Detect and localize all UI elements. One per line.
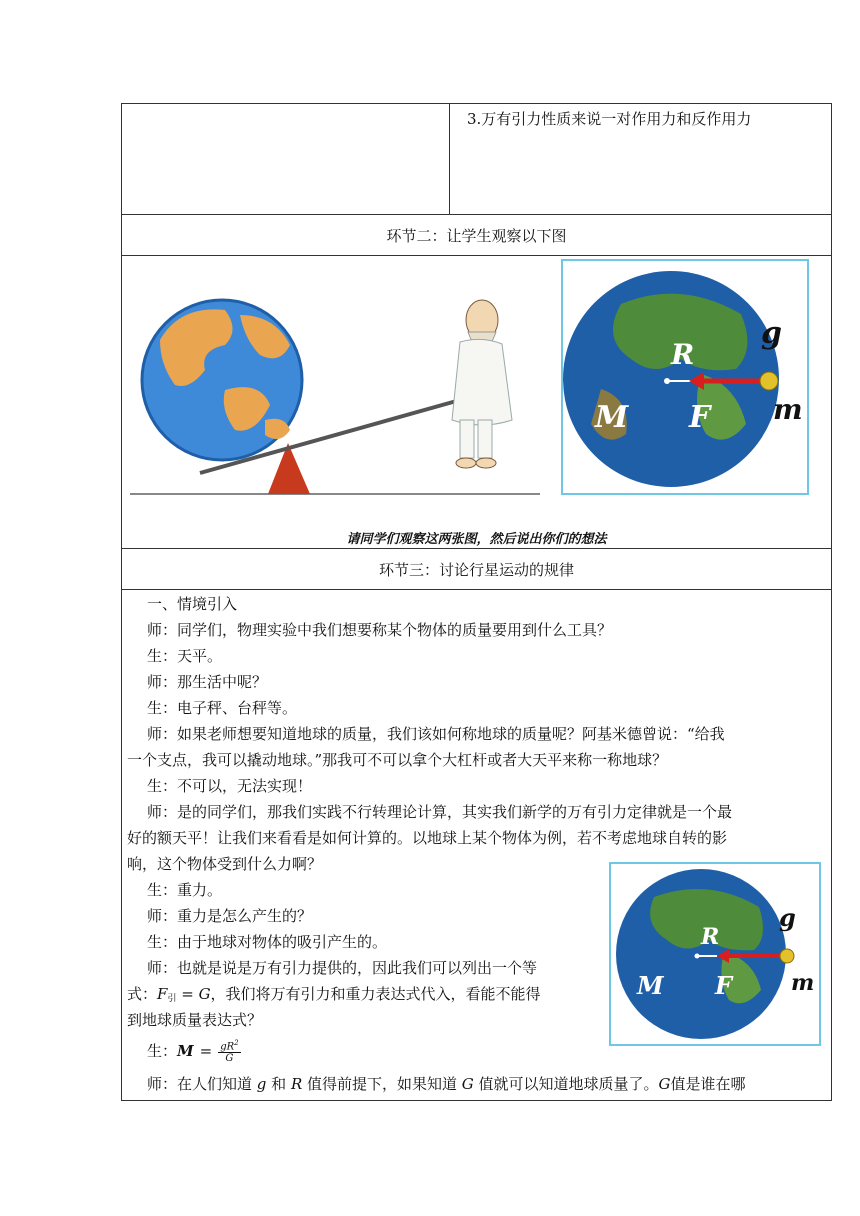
text-line: 生：由于地球对物体的吸引产生的。 [147, 933, 388, 951]
text-line: 响，这个物体受到什么力啊？ [127, 855, 323, 873]
gravity-g-label: g [779, 903, 796, 932]
mass-formula: 生： M = $\frac{gR^2}{G}$ [147, 1039, 239, 1065]
text-line: 一个支点，我可以撬动地球。”那我可不可以拿个大杠杆或者大天平来称一称地球？ [127, 751, 668, 769]
figure-caption: 请同学们观察这两张图，然后说出你们的想法 [346, 532, 607, 547]
radius-label: R [701, 924, 720, 950]
mass-M-label: M [595, 400, 629, 435]
text-line: 师：那生活中呢？ [147, 673, 268, 691]
section3-body [122, 590, 831, 1100]
text-line: 师：如果老师想要知道地球的质量，我们该如何称地球的质量呢？阿基米德曾说：“给我 [147, 725, 725, 743]
text-line: 生：重力。 [147, 881, 223, 899]
text-line-last: 师：在人们知道 g 和 R 值得前提下，如果知道 G 值就可以知道地球质量了。G值是谁在哪 [147, 1075, 746, 1093]
section2-heading: 环节二：让学生观察以下图 [122, 215, 831, 256]
property-text: 3.万有引力性质来说一对作用力和反作用力 [467, 110, 752, 128]
archimedes-lever-image [130, 270, 550, 500]
text-line: 师：重力是怎么产生的？ [147, 907, 313, 925]
text-line: 到地球质量表达式？ [127, 1011, 263, 1029]
text-line: 生：不可以，无法实现！ [147, 777, 313, 795]
earth-gravity-image-small [609, 862, 821, 1046]
equation-line: 式：$F_引 = G$，我们将万有引力和重力表达式代入，看能不能得 [127, 985, 541, 1004]
radius-label: R [671, 338, 695, 371]
gravity-g-label: g [761, 316, 782, 351]
text-line: 师：同学们，物理实验中我们想要称某个物体的质量要用到什么工具？ [147, 621, 613, 639]
row-intro [122, 104, 831, 215]
text-line: 师：是的同学们，那我们实践不行转理论计算，其实我们新学的万有引力定律就是一个最 [147, 803, 733, 821]
section3-heading: 环节三：讨论行星运动的规律 [122, 549, 831, 590]
mass-m-label: m [791, 970, 815, 996]
mass-M-label: M [637, 971, 664, 1000]
text-line: 生：电子秤、台秤等。 [147, 699, 298, 717]
force-F-label: F [689, 400, 711, 435]
text-line: 好的额天平！让我们来看看是如何计算的。以地球上某个物体为例，若不考虑地球自转的影 [127, 829, 728, 847]
text-line: 一、情境引入 [147, 595, 238, 613]
lesson-table [121, 103, 832, 1101]
section2-figures [122, 256, 831, 549]
column-divider [449, 104, 450, 214]
mass-m-label: m [773, 393, 803, 426]
earth-gravity-image [561, 259, 809, 495]
text-line: 生：天平。 [147, 647, 223, 665]
text-line: 师：也就是说是万有引力提供的，因此我们可以列出一个等 [147, 959, 538, 977]
force-F-label: F [715, 971, 733, 1000]
